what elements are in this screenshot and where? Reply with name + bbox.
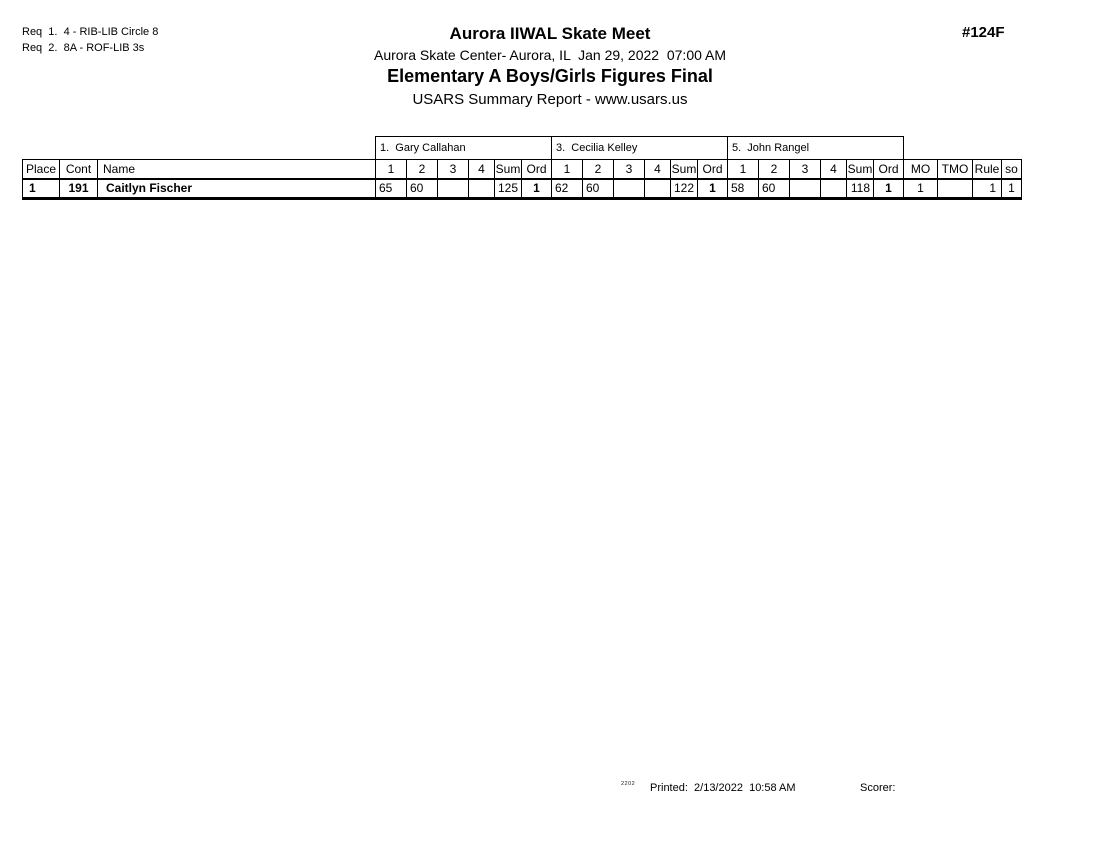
judge-3-name: 5. John Rangel bbox=[728, 137, 904, 160]
j3-ord-header: Ord bbox=[874, 160, 904, 179]
report-header bbox=[0, 23, 1100, 112]
j3-score4-header: 4 bbox=[821, 160, 847, 179]
j2-score4-cell bbox=[645, 179, 671, 199]
report-type-line: USARS Summary Report - www.usars.us bbox=[412, 91, 688, 108]
j2-score3-cell bbox=[614, 179, 645, 199]
cont-header: Cont bbox=[60, 160, 98, 179]
tmo-cell bbox=[938, 179, 973, 199]
judge-row-spacer-left bbox=[23, 137, 376, 160]
results-table bbox=[22, 136, 1022, 200]
rule-cell: 1 bbox=[973, 179, 1002, 199]
place-header: Place bbox=[23, 160, 60, 179]
req-line-2: Req 2. 8A - ROF-LIB 3s bbox=[22, 42, 145, 54]
rule-header: Rule bbox=[973, 160, 1002, 179]
venue-date-line: Aurora Skate Center- Aurora, IL Jan 29, 2022 07:00 AM bbox=[373, 47, 727, 63]
j2-score1-cell: 62 bbox=[552, 179, 583, 199]
cont-cell: 191 bbox=[60, 179, 98, 199]
j2-sum-cell: 122 bbox=[671, 179, 698, 199]
column-header-row bbox=[23, 160, 1022, 179]
j1-score4-header: 4 bbox=[469, 160, 495, 179]
j3-score1-cell: 58 bbox=[728, 179, 759, 199]
j1-score2-header: 2 bbox=[407, 160, 438, 179]
j1-score2-cell: 60 bbox=[407, 179, 438, 199]
so-cell: 1 bbox=[1002, 179, 1022, 199]
j1-score3-header: 3 bbox=[438, 160, 469, 179]
so-header: so bbox=[1002, 160, 1022, 179]
version-mark: 2202 bbox=[621, 781, 636, 787]
j2-score2-cell: 60 bbox=[583, 179, 614, 199]
j1-score1-cell: 65 bbox=[376, 179, 407, 199]
event-title: Elementary A Boys/Girls Figures Final bbox=[387, 66, 713, 86]
j3-score3-header: 3 bbox=[790, 160, 821, 179]
judge-1-name: 1. Gary Callahan bbox=[376, 137, 552, 160]
j2-ord-header: Ord bbox=[698, 160, 728, 179]
j2-score2-header: 2 bbox=[583, 160, 614, 179]
j3-sum-header: Sum bbox=[847, 160, 874, 179]
j3-score3-cell bbox=[790, 179, 821, 199]
judge-row-spacer-right bbox=[904, 137, 1022, 160]
place-cell: 1 bbox=[23, 179, 60, 199]
skater-result-row bbox=[23, 179, 1022, 199]
name-header: Name bbox=[98, 160, 376, 179]
mo-cell: 1 bbox=[904, 179, 938, 199]
mo-header: MO bbox=[904, 160, 938, 179]
j1-score1-header: 1 bbox=[376, 160, 407, 179]
j3-score1-header: 1 bbox=[728, 160, 759, 179]
j2-score4-header: 4 bbox=[645, 160, 671, 179]
j2-score1-header: 1 bbox=[552, 160, 583, 179]
j2-score3-header: 3 bbox=[614, 160, 645, 179]
name-cell: Caitlyn Fischer bbox=[98, 179, 376, 199]
j2-ord-cell: 1 bbox=[698, 179, 728, 199]
j3-score2-cell: 60 bbox=[759, 179, 790, 199]
j1-score3-cell bbox=[438, 179, 469, 199]
j2-sum-header: Sum bbox=[671, 160, 698, 179]
j3-score2-header: 2 bbox=[759, 160, 790, 179]
j1-sum-header: Sum bbox=[495, 160, 522, 179]
meet-title: Aurora IIWAL Skate Meet bbox=[449, 24, 651, 43]
j3-sum-cell: 118 bbox=[847, 179, 874, 199]
j1-ord-cell: 1 bbox=[522, 179, 552, 199]
tmo-header: TMO bbox=[938, 160, 973, 179]
j1-score4-cell bbox=[469, 179, 495, 199]
j3-ord-cell: 1 bbox=[874, 179, 904, 199]
printed-timestamp: Printed: 2/13/2022 10:58 AM bbox=[650, 782, 796, 794]
j1-ord-header: Ord bbox=[522, 160, 552, 179]
scorer-label: Scorer: bbox=[860, 782, 896, 794]
judge-header-row bbox=[23, 137, 1022, 160]
j3-score4-cell bbox=[821, 179, 847, 199]
j1-sum-cell: 125 bbox=[495, 179, 522, 199]
judge-2-name: 3. Cecilia Kelley bbox=[552, 137, 728, 160]
req-line-1: Req 1. 4 - RIB-LIB Circle 8 bbox=[22, 26, 159, 38]
event-number: #124F bbox=[962, 24, 1005, 41]
